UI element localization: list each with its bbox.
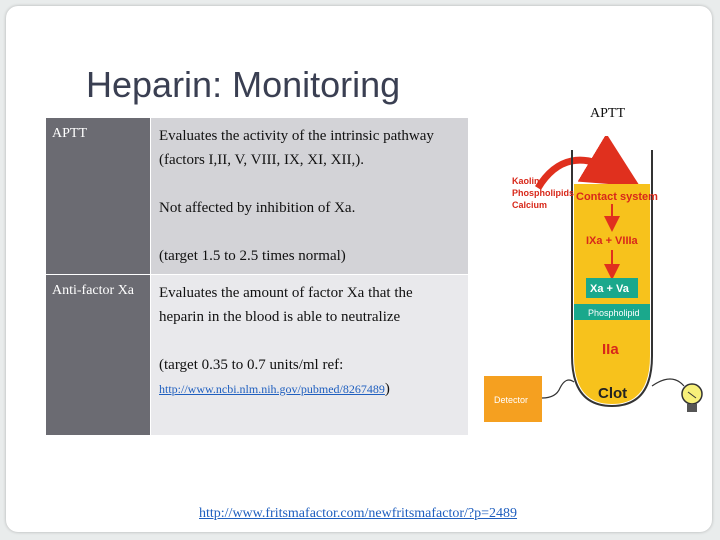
slide: [6, 6, 712, 532]
reagent-kaolin: Kaolin: [512, 176, 540, 186]
anti-xa-suffix: ): [384, 381, 390, 397]
detector-label: Detector: [494, 395, 529, 405]
source-link[interactable]: http://www.fritsmafactor.com/newfritsmafactor/?p=2489: [199, 506, 518, 521]
aptt-diagram: [476, 136, 706, 436]
table-row: [46, 118, 468, 275]
aptt-line-1: Evaluates the activity of the intrinsic pathway (factors I,II, V, VIII, IX, XI, XII,).: [159, 128, 434, 168]
row-header-aptt: APTT: [46, 118, 151, 275]
row-body-aptt: [151, 118, 469, 275]
step-ixa-viiia: IXa + VIIIa: [586, 235, 638, 247]
pubmed-link[interactable]: http://www.ncbi.nlm.nih.gov/pubmed/8267489: [159, 382, 385, 396]
reagent-phospholipids: Phospholipids: [512, 188, 574, 198]
step-iia: IIa: [602, 341, 619, 358]
anti-xa-target-text: (target 0.35 to 0.7 units/ml ref:: [159, 357, 344, 373]
aptt-line-3: (target 1.5 to 2.5 times normal): [159, 248, 346, 264]
aptt-line-2: Not affected by inhibition of Xa.: [159, 200, 356, 216]
step-clot: Clot: [598, 385, 628, 402]
row-body-anti-xa: [151, 275, 469, 436]
step-phospholipid: Phospholipid: [588, 308, 640, 318]
curved-arrow-icon: [538, 160, 616, 188]
anti-xa-line-1: Evaluates the amount of factor Xa that the heparin in the blood is able to neutralize: [159, 285, 413, 325]
step-xa-va: Xa + Va: [590, 283, 629, 295]
reagent-calcium: Calcium: [512, 200, 548, 210]
table-row: [46, 275, 468, 436]
row-header-anti-xa: Anti-factor Xa: [46, 275, 151, 436]
step-contact-system: Contact system: [576, 191, 658, 203]
anti-xa-line-2: [159, 353, 460, 401]
page-title: Heparin: Monitoring: [86, 64, 401, 105]
monitoring-table: [46, 118, 468, 436]
diagram-caption: APTT: [590, 106, 625, 121]
light-bulb-icon: [682, 384, 702, 412]
